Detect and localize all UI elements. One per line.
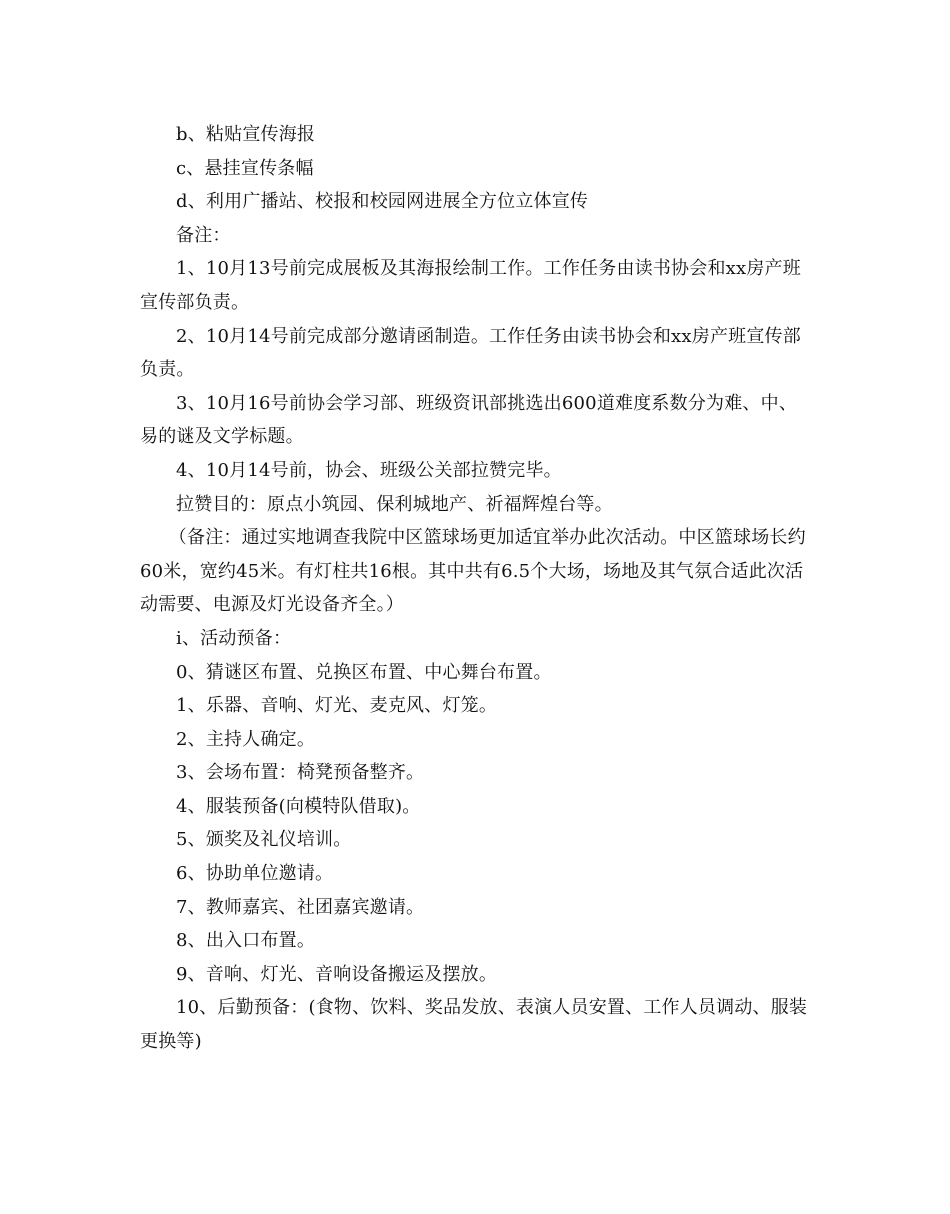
paragraph-b: b、粘贴宣传海报 [176, 124, 316, 145]
paragraph-note-2: 2、10月14号前完成部分邀请函制造。工作任务由读书协会和xx房产班宣传部负责。 [140, 325, 801, 381]
paragraph-prep-4: 4、服装预备(向模特队借取)。 [176, 795, 421, 817]
paragraph-prep-8: 8、出入口布置。 [176, 930, 316, 952]
paragraph-prep-3: 3、会场布置：椅凳预备整齐。 [176, 762, 425, 784]
paragraph-sponsor-goal: 拉赞目的：原点小筑园、保利城地产、祈福辉煌台等。 [176, 493, 613, 515]
document-body [140, 118, 812, 1059]
paragraph-prep-0: 0、猜谜区布置、兑换区布置、中心舞台布置。 [176, 661, 552, 683]
paragraph-d: d、利用广播站、校报和校园网进展全方位立体宣传 [176, 191, 589, 213]
paragraph-note-heading: 备注： [176, 224, 231, 246]
paragraph-prep-10: 10、后勤预备：(食物、饮料、奖品发放、表演人员安置、工作人员调动、服装更换等) [140, 997, 808, 1053]
paragraph-note-1: 1、10月13号前完成展板及其海报绘制工作。工作任务由读书协会和xx房产班宣传部负责。 [140, 258, 801, 313]
paragraph-note-4: 4、10月14号前，协会、班级公关部拉赞完毕。 [176, 459, 562, 481]
paragraph-prep-1: 1、乐器、音响、灯光、麦克风、灯笼。 [176, 695, 498, 717]
paragraph-prep-9: 9、音响、灯光、音响设备搬运及摆放。 [176, 963, 498, 985]
paragraph-prep-5: 5、颁奖及礼仪培训。 [176, 829, 352, 851]
paragraph-c: c、悬挂宣传条幅 [176, 157, 314, 179]
paragraph-prep-2: 2、主持人确定。 [176, 728, 316, 750]
paragraph-prep-heading: i、活动预备： [176, 627, 292, 649]
paragraph-prep-6: 6、协助单位邀请。 [176, 863, 334, 885]
paragraph-prep-7: 7、教师嘉宾、社团嘉宾邀请。 [176, 896, 425, 918]
paragraph-venue-note: （备注：通过实地调查我院中区篮球场更加适宜举办此次活动。中区篮球场长约60米，宽约45米。有灯柱共16根。其中共有6.5个大场，场地及其气氛合适此次活动需要、电源及灯光设备齐全。） [140, 527, 806, 616]
paragraph-note-3: 3、10月16号前协会学习部、班级资讯部挑选出600道难度系数分为难、中、易的谜及文学标题。 [140, 392, 798, 448]
